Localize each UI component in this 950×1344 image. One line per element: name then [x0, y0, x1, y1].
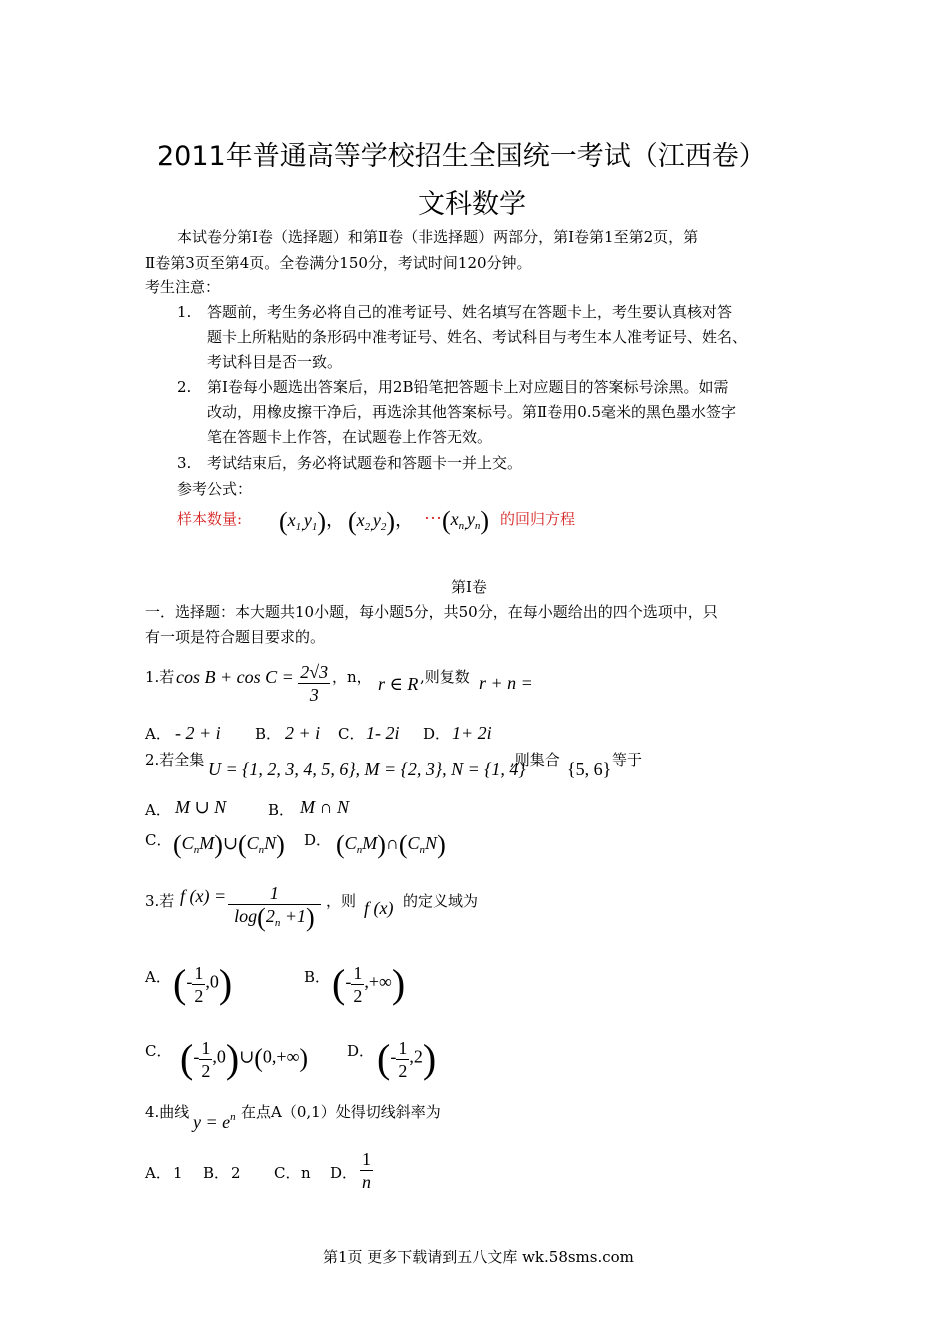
q2-tail: ,则集合	[510, 751, 560, 769]
q2-option-d-label: D．	[304, 831, 332, 849]
section-line-2: 有一项是符合题目要求的。	[145, 628, 326, 646]
q1-formula: cos B + cos C = $\frac{2√3}{3}$	[176, 662, 329, 705]
q4-option-b-value: 2	[231, 1164, 241, 1182]
q3-formula: f (x) = $\frac{1}{\log(2_n +1)}$	[180, 882, 321, 934]
notice-label: 考生注意：	[145, 278, 221, 296]
q4-option-c-label: C．	[274, 1164, 301, 1182]
q4-prefix: 4.曲线	[145, 1103, 190, 1121]
q2-prefix: 2.若全集	[145, 751, 205, 769]
page-footer: 第1页 更多下载请到五八文库 wk.58sms.com	[323, 1248, 634, 1266]
q1-r-in-R: r ∈ R	[378, 674, 419, 694]
intro-line-1: 本试卷分第Ⅰ卷（选择题）和第Ⅱ卷（非选择题）两部分，第Ⅰ卷第1至第2页，第	[177, 228, 699, 246]
notice-item-1-num: 1.	[177, 303, 192, 321]
notice-item-2-line-2: 改动，用橡皮擦干净后，再选涂其他答案标号。第Ⅱ卷用0.5毫米的黑色墨水签字	[207, 403, 737, 421]
q2-target-set: {5, 6}	[567, 759, 612, 779]
notice-item-3-line-1: 考试结束后，务必将试题卷和答题卡一并上交。	[207, 454, 523, 472]
q3-mid: ，则	[326, 892, 357, 910]
q1-option-c-value: 1- 2i	[366, 723, 400, 743]
page-title: 2011年普通高等学校招生全国统一考试（江西卷）	[157, 141, 766, 172]
sample-label: 样本数量:	[177, 510, 243, 528]
q4-option-d-label: D．	[330, 1164, 358, 1182]
q3-option-d-label: D．	[347, 1042, 375, 1060]
part1-heading: 第Ⅰ卷	[451, 578, 487, 596]
q1-option-d-label: D．	[423, 725, 451, 743]
q4-option-d-value: $\frac{1}{n}$	[362, 1149, 371, 1192]
page-subtitle: 文科数学	[418, 189, 526, 220]
q1-option-d-value: 1+ 2i	[452, 723, 492, 743]
q1-option-b-value: 2 + i	[285, 723, 321, 743]
q3-option-c-label: C．	[145, 1042, 172, 1060]
intro-line-2: Ⅱ卷第3页至第4页。全卷满分150分，考试时间120分钟。	[145, 254, 532, 272]
notice-item-1-line-1: 答题前，考生务必将自己的准考证号、姓名填写在答题卡上，考生要认真核对答	[207, 303, 733, 321]
q4-option-a-value: 1	[173, 1164, 183, 1182]
q1-option-a-label: A．	[145, 725, 171, 743]
sample-ellipsis: …	[424, 503, 442, 523]
q3-option-c-value: (- $\frac{1}{2}$ ,0)∪(0,+∞)	[180, 1036, 309, 1081]
q1-mid: ，n，	[332, 668, 372, 686]
q1-option-a-value: - 2 + i	[175, 723, 221, 743]
q2-sets: U = {1, 2, 3, 4, 5, 6}, M = {2, 3}, N = {1, 4}	[208, 759, 526, 779]
q2-option-c-value: $(C_nM)\cup(C_nN)$	[173, 830, 285, 859]
q3-option-a-label: A．	[145, 968, 171, 986]
q2-option-a-value: M ∪ N	[175, 797, 227, 817]
q3-option-b-value: (- $\frac{1}{2}$ ,+∞)	[332, 961, 406, 1006]
sample-point-n: $(x_{n,}y_n)$	[442, 506, 490, 535]
q3-option-b-label: B．	[304, 968, 331, 986]
q4-option-c-value: n	[301, 1164, 311, 1182]
formula-label: 参考公式：	[177, 480, 253, 498]
q3-prefix: 3.若	[145, 892, 175, 910]
q2-option-c-label: C．	[145, 831, 172, 849]
q1-option-b-label: B．	[255, 725, 282, 743]
notice-item-1-line-2: 题卡上所粘贴的条形码中准考证号、姓名、考试科目与考生本人准考证号、姓名、	[207, 328, 748, 346]
sample-point-1: $(x_{1,}y_1)$，	[279, 507, 345, 536]
notice-item-2-num: 2.	[177, 378, 192, 396]
section-line-1: 一．选择题：本大题共10小题，每小题5分，共50分，在每小题给出的四个选项中，只	[145, 603, 718, 621]
q2-option-b-label: B．	[268, 801, 295, 819]
sample-suffix: 的回归方程	[500, 510, 576, 528]
sample-point-2: $(x_{2,}y_2)$，	[348, 507, 414, 536]
q3-option-d-value: (- $\frac{1}{2}$ ,2)	[377, 1036, 437, 1081]
q3-fx: f (x)	[364, 898, 394, 918]
q2-option-b-value: M ∩ N	[300, 797, 349, 817]
q2-option-a-label: A．	[145, 801, 171, 819]
q3-tail: 的定义域为	[403, 892, 479, 910]
notice-item-3-num: 3.	[177, 454, 192, 472]
q4-tail: 在点A（0,1）处得切线斜率为	[241, 1103, 441, 1121]
q2-option-d-value: $(C_nM)\cap(C_nN)$	[336, 830, 446, 859]
q3-option-a-value: (- $\frac{1}{2}$ ,0)	[173, 961, 233, 1006]
q4-formula: $y = e^n$	[193, 1111, 236, 1132]
q1-formula-end: r + n =	[479, 673, 533, 693]
q1-prefix: 1.若	[145, 668, 175, 686]
notice-item-2-line-3: 笔在答题卡上作答，在试题卷上作答无效。	[207, 428, 493, 446]
q2-end: 等于	[612, 751, 643, 769]
q1-tail: ,则复数	[420, 668, 470, 686]
notice-item-1-line-3: 考试科目是否一致。	[207, 353, 343, 371]
notice-item-2-line-1: 第Ⅰ卷每小题选出答案后，用2B铅笔把答题卡上对应题目的答案标号涂黑。如需	[207, 378, 729, 396]
q4-option-a-label: A．	[145, 1164, 171, 1182]
q1-option-c-label: C．	[338, 725, 365, 743]
q4-option-b-label: B．	[203, 1164, 230, 1182]
